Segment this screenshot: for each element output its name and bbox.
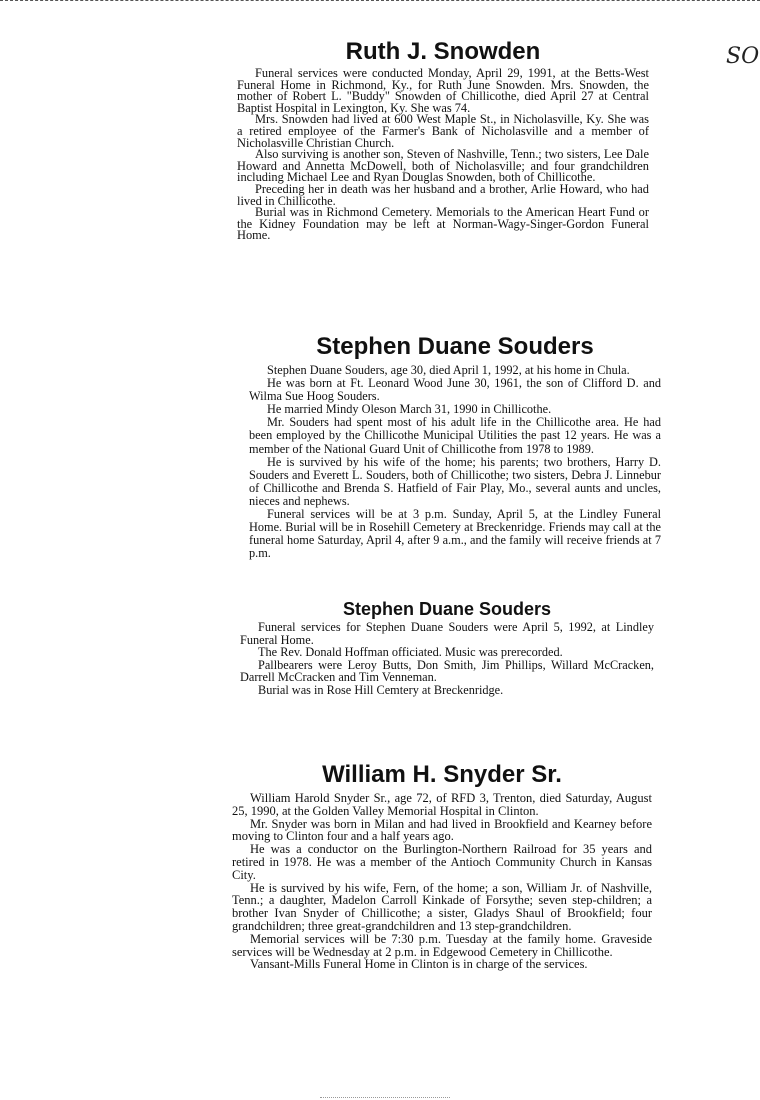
paragraph: Vansant-Mills Funeral Home in Clinton is in charge of the services. [250, 957, 588, 972]
obituary-text [232, 792, 652, 971]
obituary-text [237, 68, 649, 242]
paragraph: The Rev. Donald Hoffman officiated. Music was prerecorded. [258, 645, 563, 660]
obituary-text [240, 621, 654, 697]
paragraph: Mrs. Snowden had lived at 600 West Maple St., in Nicholasville, Ky. She was a retired employee of the Farmer's Bank of Nicholasville and a member of Nicholasville Christian Church. [237, 112, 649, 150]
paragraph: He is survived by his wife of the home; his parents; two brothers, Harry D. Souders and Everett L. Souders, both of Chillicothe; two sisters, Debra J. Linnebur of Chillicothe and Brenda S. Hatfield of Fair Play, Mo., several aunts and uncles, nieces and nephews. [249, 454, 661, 508]
paragraph: Burial was in Rose Hill Cemtery at Breckenridge. [258, 682, 504, 697]
paragraph: Also surviving is another son, Steven of Nashville, Tenn.; two sisters, Lee Dale Howard and Annetta McDowell, both of Nicholasville; and four grandchildren including Michael Lee and Ryan Douglas Snowden, both of Chillicothe. [237, 147, 649, 185]
paragraph: Mr. Souders had spent most of his adult life in the Chillicothe area. He had been employed by the Chillicothe Municipal Utilities the past 12 years. He was a member of the National Guard Unit of Chillicothe from 1978 to 1989. [249, 415, 661, 456]
paragraph: William Harold Snyder Sr., age 72, of RFD 3, Trenton, died Saturday, August 25, 1990, at the Golden Valley Memorial Hospital in Clinton. [232, 791, 652, 818]
obituary-name: William H. Snyder Sr. [322, 761, 562, 788]
obituary-stephen-souders [249, 332, 661, 560]
paragraph: Funeral services were conducted Monday, April 29, 1991, at the Betts-West Funeral Home in Richmond, Ky., for Ruth June Snowden. Mrs. Snowden, the mother of Robert L. "Buddy" Snowden of Chillicothe, died April 27 at Central Baptist Hospital in Lexington, Ky. She was 74. [237, 66, 649, 115]
paragraph: Funeral services for Stephen Duane Souders were April 5, 1992, at Lindley Funeral Home. [240, 620, 654, 647]
bottom-scan-mark [320, 1097, 450, 1098]
obituary-name: Stephen Duane Souders [316, 333, 594, 360]
paragraph: He is survived by his wife, Fern, of the home; a son, William Jr. of Nashville, Tenn.; a daughter, Madelon Carroll Kinkade of Forsythe; seven step-children; a brother Ivan Snyder of Chillicothe; a sister, Gladys Shaul of Brookfield; four grandchildren; three great-grandchildren and 13 step-grandchildren. [232, 880, 652, 933]
obituary-william-snyder [232, 760, 652, 971]
obituary-ruth-snowden [237, 38, 649, 242]
paragraph: Stephen Duane Souders, age 30, died April 1, 1992, at his home in Chula. [267, 363, 630, 377]
paragraph: Burial was in Richmond Cemetery. Memorials to the American Heart Fund or the Kidney Foundation may be left at Norman-Wagy-Singer-Gordon Funeral Home. [237, 205, 649, 243]
paragraph: Mr. Snyder was born in Milan and had lived in Brookfield and Kearney before moving to Clinton four and a half years ago. [232, 816, 652, 844]
top-border-line [0, 0, 760, 4]
paragraph: He married Mindy Oleson March 31, 1990 in Chillicothe. [267, 402, 552, 417]
paragraph: Pallbearers were Leroy Butts, Don Smith, Jim Phillips, Willard McCracken, Darrell McCracken and Tim Venneman. [240, 657, 654, 685]
paragraph: Funeral services will be at 3 p.m. Sunday, April 5, at the Lindley Funeral Home. Burial will be in Rosehill Cemetery at Breckenridge. Friends may call at the funeral home Saturday, April 4, after 9 a.m., and the family will receive friends at 7 p.m. [249, 507, 661, 561]
paragraph: Preceding her in death was her husband and a brother, Arlie Howard, who had lived in Chillicothe. [237, 181, 649, 208]
paragraph: Memorial services will be 7:30 p.m. Tuesday at the family home. Graveside services will be Wednesday at 2 p.m. in Edgewood Cemetery in Chillicothe. [232, 931, 652, 959]
obituary-name: Stephen Duane Souders [342, 599, 552, 619]
obituary-name: Ruth J. Snowden [345, 38, 541, 65]
paragraph: He was a conductor on the Burlington-Northern Railroad for 35 years and retired in 1978. He was a member of the Antioch Community Church in Kansas City. [232, 842, 652, 882]
handwritten-corner-mark: SO [726, 44, 760, 69]
obituary-text [249, 364, 661, 560]
obituary-stephen-souders-followup [240, 598, 654, 697]
paragraph: He was born at Ft. Leonard Wood June 30, 1961, the son of Clifford D. and Wilma Sue Hoog Souders. [249, 376, 661, 404]
